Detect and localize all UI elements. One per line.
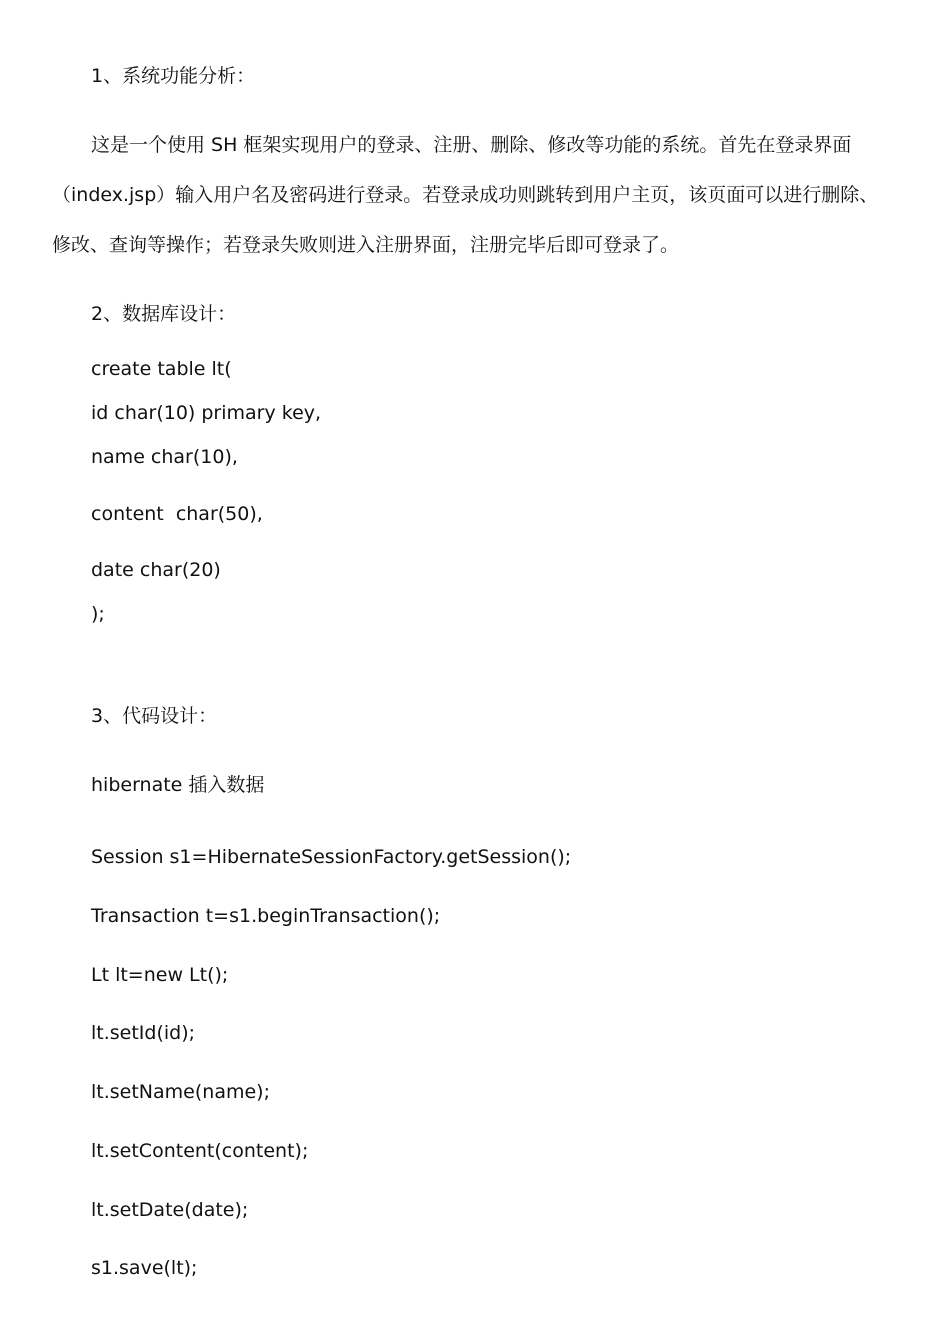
code-line: Session s1=HibernateSessionFactory.getSession(); xyxy=(91,846,572,868)
section-3-heading: 3、代码设计： xyxy=(91,705,218,727)
section-1-heading: 1、系统功能分析： xyxy=(91,65,256,87)
sql-line: date char(20) xyxy=(91,559,221,581)
paragraph-line: 修改、查询等操作；若登录失败则进入注册界面，注册完毕后即可登录了。 xyxy=(52,234,680,256)
paragraph-line: 这是一个使用 SH 框架实现用户的登录、注册、删除、修改等功能的系统。首先在登录界面 xyxy=(91,134,852,156)
sql-line: content char(50), xyxy=(91,503,263,525)
sql-line: id char(10) primary key, xyxy=(91,402,322,424)
code-line: lt.setName(name); xyxy=(91,1081,270,1103)
sql-line: name char(10), xyxy=(91,446,238,468)
code-line: Lt lt=new Lt(); xyxy=(91,964,229,986)
code-line: lt.setDate(date); xyxy=(91,1199,249,1221)
code-line: s1.save(lt); xyxy=(91,1257,198,1279)
section-2-heading: 2、数据库设计： xyxy=(91,303,237,325)
sql-line: ); xyxy=(91,603,105,625)
code-line: lt.setId(id); xyxy=(91,1022,196,1044)
sql-line: create table lt( xyxy=(91,358,232,380)
code-line: lt.setContent(content); xyxy=(91,1140,309,1162)
section-3-subheading: hibernate 插入数据 xyxy=(91,774,265,796)
code-line: Transaction t=s1.beginTransaction(); xyxy=(91,905,441,927)
paragraph-line: （index.jsp）输入用户名及密码进行登录。若登录成功则跳转到用户主页，该页面可以进行删除、 xyxy=(52,184,879,206)
